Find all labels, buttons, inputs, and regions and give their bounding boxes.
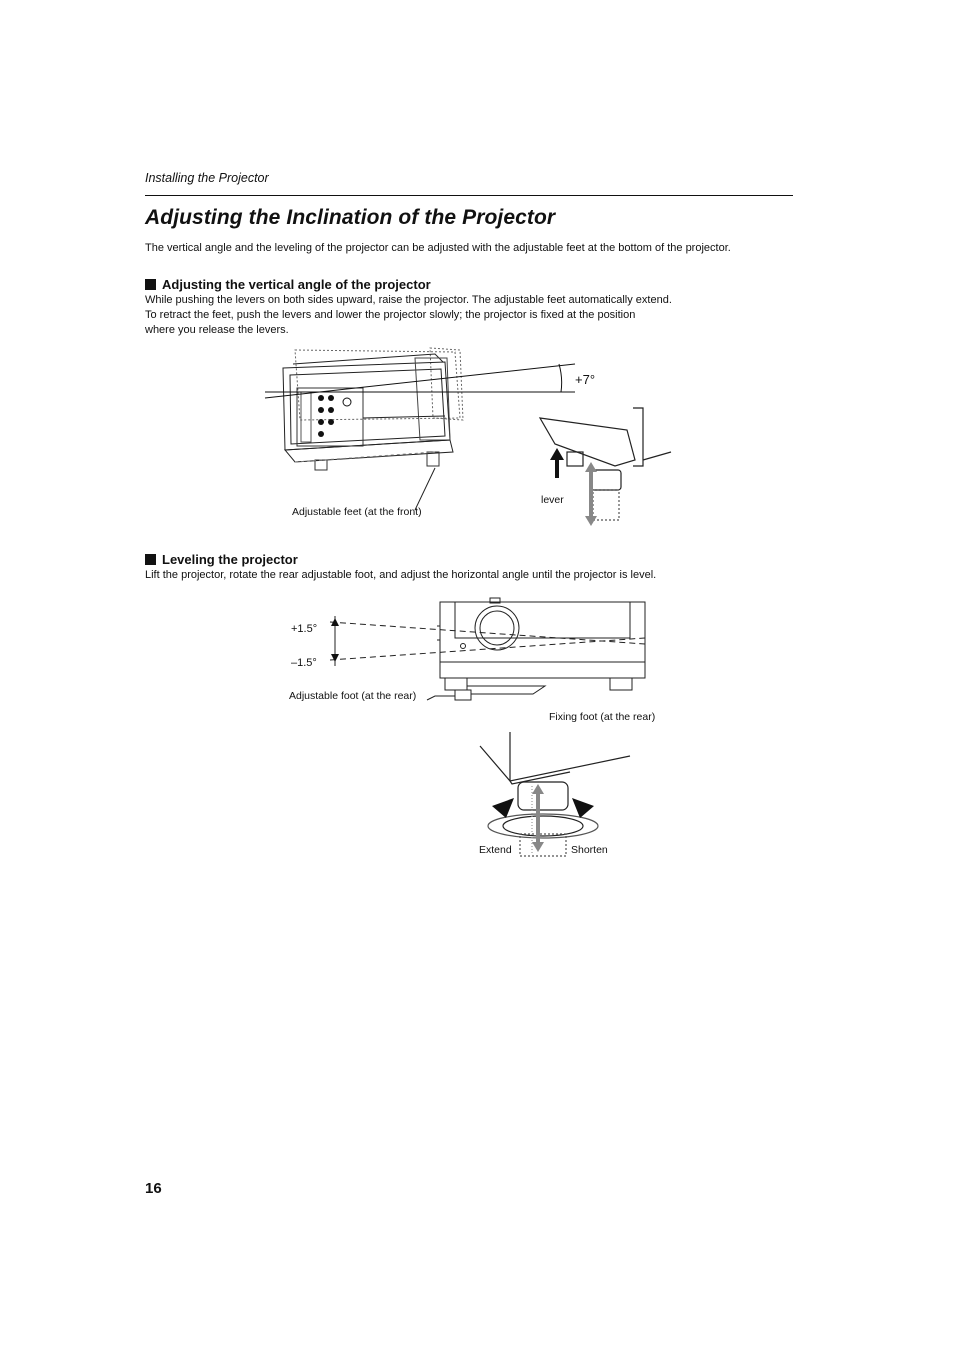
section1-line: To retract the feet, push the levers and lower the projector slowly; the projector is fixed at the position <box>145 309 636 321</box>
section1-heading-text: Adjusting the vertical angle of the projector <box>162 277 431 292</box>
caption-adjustable-feet-front: Adjustable feet (at the front) <box>292 506 422 518</box>
section2-heading <box>145 552 298 567</box>
caption-lever: lever <box>541 494 564 506</box>
caption-shorten: Shorten <box>571 844 608 856</box>
caption-extend: Extend <box>479 844 512 856</box>
caption-fixing-foot-rear: Fixing foot (at the rear) <box>549 711 656 723</box>
bullet-square-icon <box>145 279 156 290</box>
section2-paragraph <box>145 568 656 583</box>
angle-label-7: +7° <box>575 372 596 387</box>
header-rule <box>145 195 793 196</box>
bullet-square-icon <box>145 554 156 565</box>
section2-heading-text: Leveling the projector <box>162 552 298 567</box>
page-title: Adjusting the Inclination of the Projector <box>145 206 556 229</box>
angle-label-plus: +1.5° <box>291 623 318 635</box>
section2-line: Lift the projector, rotate the rear adjustable foot, and adjust the horizontal angle until the projector is level. <box>145 569 657 581</box>
caption-adjustable-foot-rear: Adjustable foot (at the rear) <box>289 690 417 702</box>
intro-paragraph: The vertical angle and the leveling of the projector can be adjusted with the adjustable feet at the bottom of the projector. <box>145 242 731 254</box>
angle-label-minus: –1.5° <box>291 657 317 669</box>
page-number: 16 <box>145 1180 162 1197</box>
section1-heading <box>145 277 431 292</box>
section1-line: where you release the levers. <box>145 324 289 336</box>
running-head: Installing the Projector <box>145 171 269 185</box>
section1-paragraph <box>145 293 672 338</box>
section1-line: While pushing the levers on both sides upward, raise the projector. The adjustable feet automatically extend. <box>145 294 672 306</box>
